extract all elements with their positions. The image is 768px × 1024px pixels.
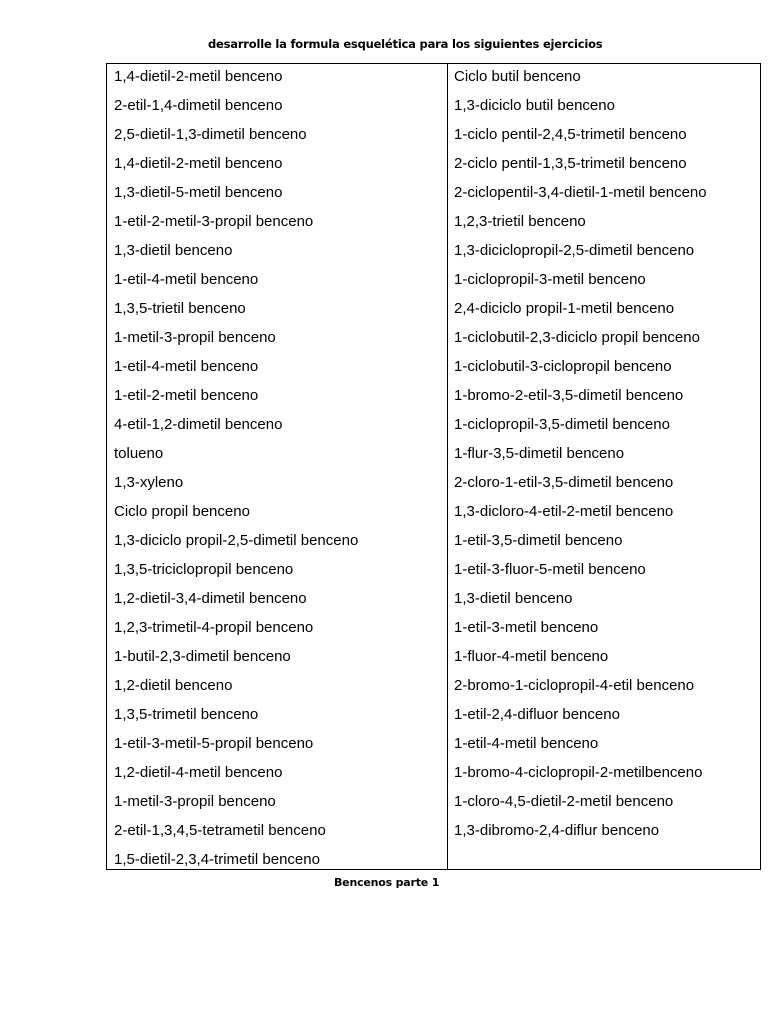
page-heading: desarrolle la formula esquelética para los siguientes ejercicios <box>208 37 603 51</box>
compound-cell: 1-etil-3-fluor-5-metil benceno <box>454 561 646 578</box>
compound-cell: Ciclo propil benceno <box>114 503 250 520</box>
compound-cell: 1-bromo-2-etil-3,5-dimetil benceno <box>454 387 684 404</box>
compound-cell: 1,4-dietil-2-metil benceno <box>114 155 283 172</box>
compound-cell: 1-etil-3-metil-5-propil benceno <box>114 735 314 752</box>
compound-list-left <box>114 66 447 878</box>
compound-cell: 1-ciclo pentil-2,4,5-trimetil benceno <box>454 126 687 143</box>
compound-cell: 1,3-diciclo propil-2,5-dimetil benceno <box>114 532 359 549</box>
compound-cell: 1,3-xyleno <box>114 474 184 491</box>
compound-cell: 1,2,3-trimetil-4-propil benceno <box>114 619 314 636</box>
compound-cell: 1,3-dietil benceno <box>114 242 233 259</box>
compound-cell: 4-etil-1,2-dimetil benceno <box>114 416 283 433</box>
compound-cell: 1-etil-2-metil benceno <box>114 387 259 404</box>
compound-cell: 1,3,5-trietil benceno <box>114 300 246 317</box>
page-caption: Bencenos parte 1 <box>334 876 440 889</box>
compound-cell: 2-etil-1,3,4,5-tetrametil benceno <box>114 822 326 839</box>
compound-cell: 1,3-dibromo-2,4-diflur benceno <box>454 822 660 839</box>
compound-cell: 1-bromo-4-ciclopropil-2-metilbenceno <box>454 764 703 781</box>
compound-cell: 1,3,5-triciclopropil benceno <box>114 561 294 578</box>
compound-cell: tolueno <box>114 445 164 462</box>
compound-cell: 1,3,5-trimetil benceno <box>114 706 259 723</box>
table-column-left <box>107 64 448 869</box>
compound-cell: 1-etil-2,4-difluor benceno <box>454 706 620 723</box>
compound-cell: 1,2-dietil-3,4-dimetil benceno <box>114 590 307 607</box>
compound-list-right <box>454 66 760 849</box>
compound-cell: 1-etil-3-metil benceno <box>454 619 599 636</box>
compound-cell: 1-butil-2,3-dimetil benceno <box>114 648 291 665</box>
compound-cell: 1,2,3-trietil benceno <box>454 213 586 230</box>
compound-cell: 2,5-dietil-1,3-dimetil benceno <box>114 126 307 143</box>
compound-cell: 2-etil-1,4-dimetil benceno <box>114 97 283 114</box>
compound-cell: 1-etil-4-metil benceno <box>114 358 259 375</box>
compound-cell: 1,3-dietil-5-metil benceno <box>114 184 283 201</box>
compound-cell: 1-etil-4-metil benceno <box>114 271 259 288</box>
compound-cell: 1,4-dietil-2-metil benceno <box>114 68 283 85</box>
compound-cell: 1-metil-3-propil benceno <box>114 329 276 346</box>
compound-cell: 1-ciclopropil-3,5-dimetil benceno <box>454 416 670 433</box>
compound-cell: 1,3-diciclopropil-2,5-dimetil benceno <box>454 242 695 259</box>
compound-cell: Ciclo butil benceno <box>454 68 581 85</box>
compound-cell: 1,3-dicloro-4-etil-2-metil benceno <box>454 503 674 520</box>
exercise-table <box>106 63 761 870</box>
compound-cell: 2,4-diciclo propil-1-metil benceno <box>454 300 675 317</box>
compound-cell: 1-etil-4-metil benceno <box>454 735 599 752</box>
compound-cell: 1-ciclopropil-3-metil benceno <box>454 271 646 288</box>
compound-cell: 1-fluor-4-metil benceno <box>454 648 609 665</box>
compound-cell: 1-metil-3-propil benceno <box>114 793 276 810</box>
compound-cell: 1,3-dietil benceno <box>454 590 573 607</box>
compound-cell: 1-cloro-4,5-dietil-2-metil benceno <box>454 793 674 810</box>
compound-cell: 1-etil-2-metil-3-propil benceno <box>114 213 314 230</box>
compound-cell: 1,5-dietil-2,3,4-trimetil benceno <box>114 851 320 868</box>
compound-cell: 1,2-dietil-4-metil benceno <box>114 764 283 781</box>
compound-cell: 1-flur-3,5-dimetil benceno <box>454 445 625 462</box>
compound-cell: 1-etil-3,5-dimetil benceno <box>454 532 623 549</box>
compound-cell: 2-ciclo pentil-1,3,5-trimetil benceno <box>454 155 687 172</box>
compound-cell: 1,3-diciclo butil benceno <box>454 97 615 114</box>
compound-cell: 2-cloro-1-etil-3,5-dimetil benceno <box>454 474 674 491</box>
compound-cell: 1,2-dietil benceno <box>114 677 233 694</box>
compound-cell: 2-bromo-1-ciclopropil-4-etil benceno <box>454 677 695 694</box>
compound-cell: 1-ciclobutil-3-ciclopropil benceno <box>454 358 672 375</box>
compound-cell: 1-ciclobutil-2,3-diciclo propil benceno <box>454 329 700 346</box>
table-column-right <box>448 64 760 869</box>
compound-cell: 2-ciclopentil-3,4-dietil-1-metil benceno <box>454 184 707 201</box>
